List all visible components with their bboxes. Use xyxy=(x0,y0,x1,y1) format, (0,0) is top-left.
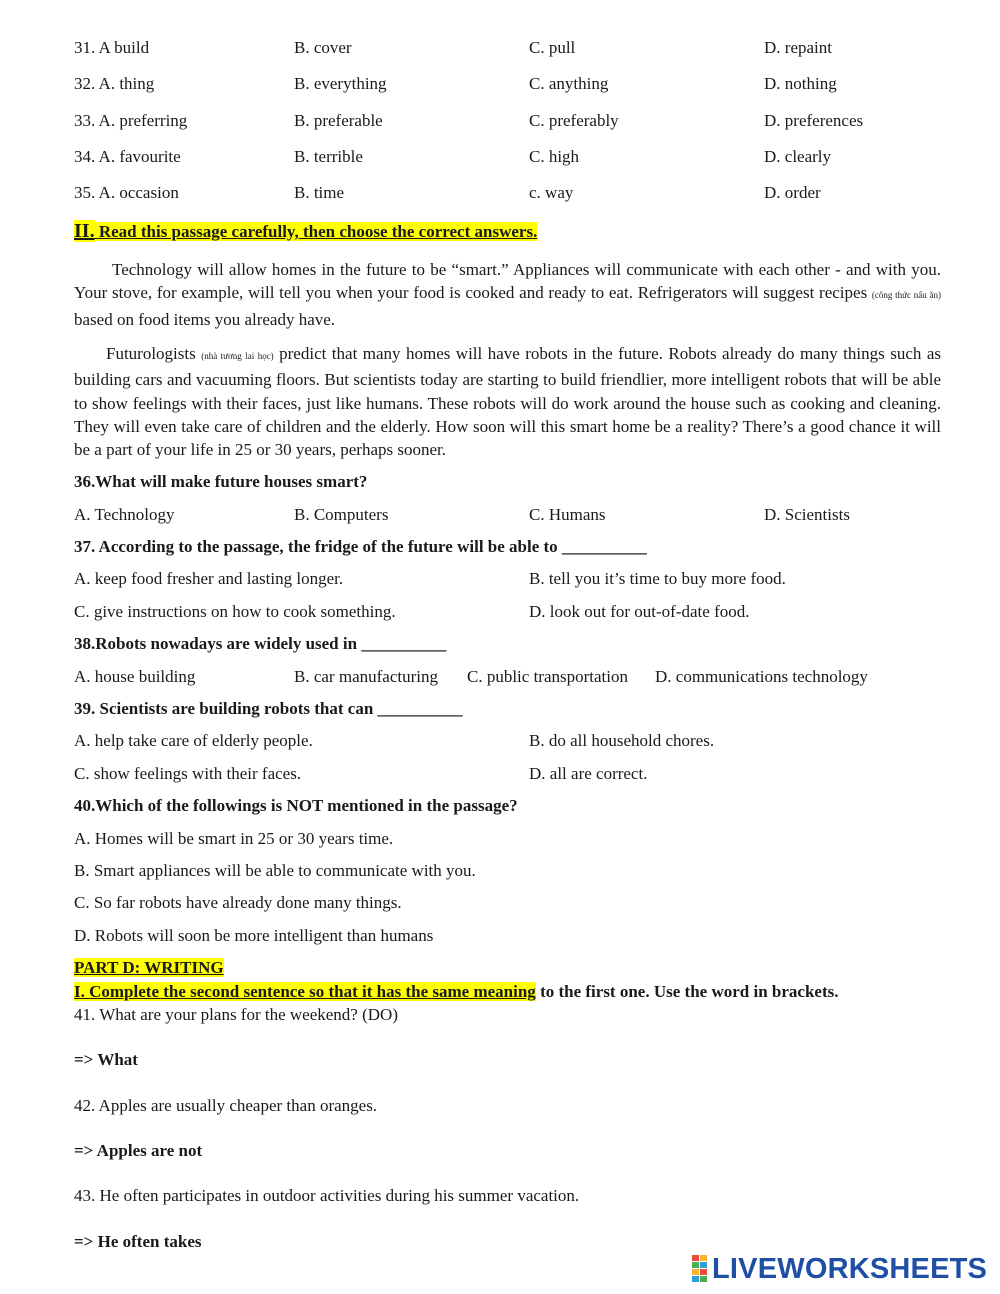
question-39: 39. Scientists are building robots that can __________ xyxy=(74,699,463,718)
option: 32. A. thing xyxy=(74,74,155,93)
section-title: Read this passage carefully, then choose the correct answers. xyxy=(98,222,538,241)
question-37-options-a xyxy=(74,569,954,593)
question-32-row xyxy=(74,74,954,98)
option: B. Computers xyxy=(294,505,389,524)
passage-paragraph-2: Futurologists (nhà tương lai học) predict that many homes will have robots in the future. Robots already do many things such as building cars and vacuuming floors. But scientists today are starting to build friendlier, more intelligent robots that will be able to show feelings with their faces, just like humans. These robots will do work around the house such as cooking and cleaning. They will even take care of children and the elderly. How soon will this smart home be a reality? There’s a good chance it will be a part of your life in 25 or 30 years, perhaps sooner. xyxy=(74,344,941,460)
vocab-note: (nhà tương lai học) xyxy=(201,351,274,361)
option: C. preferably xyxy=(529,111,619,130)
writing-prompt-41: => What xyxy=(74,1050,138,1069)
option: 33. A. preferring xyxy=(74,111,188,130)
option: c. way xyxy=(529,183,574,202)
question-37: 37. According to the passage, the fridge of the future will be able to __________ xyxy=(74,537,647,556)
option: D. all are correct. xyxy=(529,764,648,783)
option: A. Homes will be smart in 25 or 30 years time. xyxy=(74,829,394,848)
section-roman: II. xyxy=(74,220,95,242)
question-40: 40.Which of the followings is NOT mentioned in the passage? xyxy=(74,796,518,815)
option: B. preferable xyxy=(294,111,383,130)
passage-paragraph-1: Technology will allow homes in the future to be “smart.” Appliances will communicate with each other - and with you. Your stove, for example, will tell you when your food is cooked and ready to eat. Refrigerators will suggest recipes (công thức nấu ăn) based on food items you already have. xyxy=(74,260,941,329)
option: C. high xyxy=(529,147,580,166)
option: B. car manufacturing xyxy=(294,667,438,686)
option: D. order xyxy=(764,183,821,202)
option: 35. A. occasion xyxy=(74,183,179,202)
option: C. show feelings with their faces. xyxy=(74,764,302,783)
option: D. Scientists xyxy=(764,505,850,524)
question-39-options-a xyxy=(74,731,954,755)
option: D. clearly xyxy=(764,147,832,166)
question-31-row xyxy=(74,38,954,62)
writing-instruction: I. Complete the second sentence so that it has the same meaning to the first one. Use the word in brackets. xyxy=(74,982,839,1001)
option: B. tell you it’s time to buy more food. xyxy=(529,569,786,588)
question-36: 36.What will make future houses smart? xyxy=(74,472,368,491)
vocab-note: (công thức nấu ăn) xyxy=(871,290,941,301)
question-38: 38.Robots nowadays are widely used in __________ xyxy=(74,634,447,653)
liveworksheets-logo-text: LIVEWORKSHEETS xyxy=(712,1252,988,1285)
option: B. everything xyxy=(294,74,387,93)
option: D. look out for out-of-date food. xyxy=(529,602,750,621)
option: B. Smart appliances will be able to communicate with you. xyxy=(74,861,476,880)
option: D. communications technology xyxy=(655,667,868,686)
option: C. give instructions on how to cook something. xyxy=(74,602,396,621)
liveworksheets-logo xyxy=(692,1252,987,1286)
writing-sentence-42: 42. Apples are usually cheaper than oranges. xyxy=(74,1096,378,1115)
option: D. Robots will soon be more intelligent than humans xyxy=(74,926,434,945)
option: C. public transportation xyxy=(467,667,629,686)
writing-sentence-43: 43. He often participates in outdoor activities during his summer vacation. xyxy=(74,1186,580,1205)
section-2-heading xyxy=(74,220,537,243)
option: B. cover xyxy=(294,38,352,57)
option: C. pull xyxy=(529,38,576,57)
question-34-row xyxy=(74,147,954,171)
option: A. help take care of elderly people. xyxy=(74,731,313,750)
writing-prompt-43: => He often takes xyxy=(74,1232,202,1251)
option: D. repaint xyxy=(764,38,832,57)
option: A. Technology xyxy=(74,505,175,524)
option: C. Humans xyxy=(529,505,606,524)
question-39-options-b xyxy=(74,764,954,788)
option: B. time xyxy=(294,183,345,202)
option: C. So far robots have already done many things. xyxy=(74,893,402,912)
writing-prompt-42: => Apples are not xyxy=(74,1141,203,1160)
option: D. nothing xyxy=(764,74,837,93)
liveworksheets-logo-icon xyxy=(692,1255,708,1283)
question-36-options xyxy=(74,505,954,529)
question-35-row xyxy=(74,183,954,207)
option: A. house building xyxy=(74,667,196,686)
option: 34. A. favourite xyxy=(74,147,181,166)
option: D. preferences xyxy=(764,111,864,130)
question-38-options xyxy=(74,667,954,691)
part-d-heading: PART D: WRITING xyxy=(74,958,224,977)
question-33-row xyxy=(74,111,954,135)
option: A. keep food fresher and lasting longer. xyxy=(74,569,344,588)
option: 31. A build xyxy=(74,38,150,57)
option: C. anything xyxy=(529,74,609,93)
writing-sentence-41: 41. What are your plans for the weekend? (DO) xyxy=(74,1005,398,1024)
option: B. do all household chores. xyxy=(529,731,715,750)
question-37-options-b xyxy=(74,602,954,626)
option: B. terrible xyxy=(294,147,363,166)
